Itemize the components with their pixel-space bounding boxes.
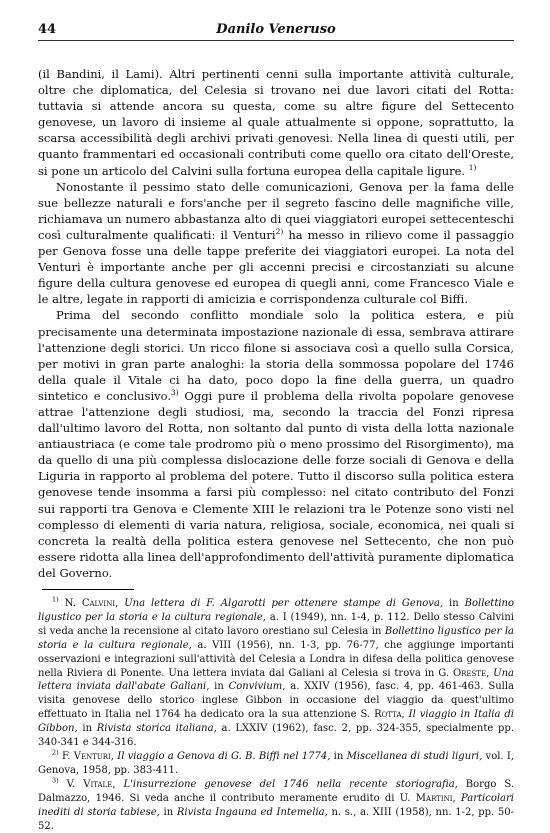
footnote-separator: [42, 589, 134, 590]
header-rule: [38, 40, 514, 41]
footnote-1: $^{1)}$ N. Calvini, Una lettera di F. Algarotti per ottenere stampe di Genova, in Bollettino ligustico per la storia e la cultura regionale, a. I (1949), nn. 1-4, p. 112. Dello stesso Calvini si veda anche la recensione al citato lavoro orestiano sul Celesia in Bollettino ligustico per la storia e la cultura regionale, a. VIII (1956), nn. 1-3, pp. 76-77, che aggiunge importanti osservazioni e integrazioni sull'attività del Celesia a Londra in difesa della politica genovese nella Riviera di Ponente. Una lettera inviata dal Galiani al Celesia si trova in G. Oreste, Una lettera inviata dall'abate Galiani, in Convivium, a. XXIV (1956), fasc. 4, pp. 461-463. Sulla visita genovese dello storico inglese Gibbon in occasione del viaggio da quest'ultimo effettuato in Italia nel 1764 ha dedicato ora la sua attenzione S. Rotta, Il viaggio in Italia di Gibbon, in Rivista storica italiana, a. LXXIV (1962), fasc. 2, pp. 324-355, specialmente pp. 340-341 e 344-316.: [38, 595, 515, 749]
main-text: [38, 66, 514, 581]
footnote-ref-3: 3): [171, 388, 179, 398]
running-title: Danilo Veneruso: [216, 22, 336, 37]
footnote-ref-2: 2): [275, 227, 284, 237]
footnote-ref-1: 1): [468, 162, 477, 172]
paragraph-1: (il Bandini, il Lami). Altri pertinenti cenni sulla importante attività culturale, oltre che diplomatica, del Celesia si trovano nei due lavori citati del Rotta: tuttavia si attende ancora su questa, come su altre figure del Settecento genovese, un lavoro di insieme al quale attualmente si oppone, soprattutto, la scarsa accessibilità degli archivi privati genovesi. Nella linea di questi utili, per quanto frammentari ed occasionali contributi come quello ora citato dell'Oreste, si pone un articolo del Calvini sulla fortuna europea della capitale ligure. $^{1)}$: [38, 67, 514, 178]
footnote-3: $^{3)}$ V. Vitale, L'insurrezione genovese del 1746 nella recente storiografia, Borgo S. Dalmazzo, 1946. Si veda anche il contributo meramente erudito di U. Martini, Particolari inediti di storia tabiese, in Rivista Ingauna ed Intemelia, n. s., a. XIII (1958), nn. 1-2, pp. 50-52.: [38, 776, 515, 832]
page-number: 44: [38, 22, 57, 37]
paragraph-3: Prima del secondo conflitto mondiale solo la politica estera, e più precisamente una determinata impostazione nazionale di essa, sembrava attirare l'attenzione degli storici. Un ricco filone si associava così a quello sulla Corsica, per motivi in gran parte analoghi: la storia della sommossa popolare del 1746 della quale il Vitale ci ha dato, poco dopo la fine della guerra, un quadro sintetico e conclusivo.$^{3)}$ Oggi pure il problema della rivolta popolare genovese attrae l'attenzione degli studiosi, ma, secondo la traccia del Fonzi ripresa dall'ultimo lavoro del Rotta, non soltanto dal punto di vista della lotta nazionale antiaustriaca (e come tale prodromo più o meno prossimo del Risorgimento), ma da quello di una più complessa dislocazione delle forze sociali di Genova e della Liguria in rapporto al problema del potere. Tutto il discorso sulla politica estera genovese tende insomma a farsi più complesso: nel citato contributo del Fonzi sui rapporti tra Genova e Clemente XIII le relazioni tra le Potenze sono visti nel complesso di elementi di varia natura, religiosa, sociale, economica, nei quali si concreta la realtà della politica estera genovese nel Settecento, che non può essere ridotta alla linea dell'approfondimento dell'attività puramente diplomatica del Governo.: [38, 308, 514, 580]
footnotes: [38, 597, 514, 833]
running-header: [38, 22, 514, 38]
paragraph-2: Nonostante il pessimo stato delle comunicazioni, Genova per la fama delle sue bellezze naturali e fors'anche per il segreto fascino delle magnifiche ville, richiamava un numero abbastanza alto di quei viaggiatori europei settecenteschi così culturalmente qualificati: il Venturi$^{2)}$ ha messo in rilievo come il passaggio per Genova fosse una delle tappe preferite dei viaggiatori europei. La nota del Venturi è importante anche per gli accenni precisi e circostanziati su alcune figure della cultura genovese ed europea di quegli anni, come Francesco Viale e le altre, legate in rapporti di amicizia e corrispondenza culturale col Biffi.: [38, 179, 515, 307]
footnote-2: $^{2)}$ F. Venturi, Il viaggio a Genova di G. B. Biffi nel 1774, in Miscellanea di studi liguri, vol. I, Genova, 1958, pp. 383-411.: [38, 748, 514, 776]
